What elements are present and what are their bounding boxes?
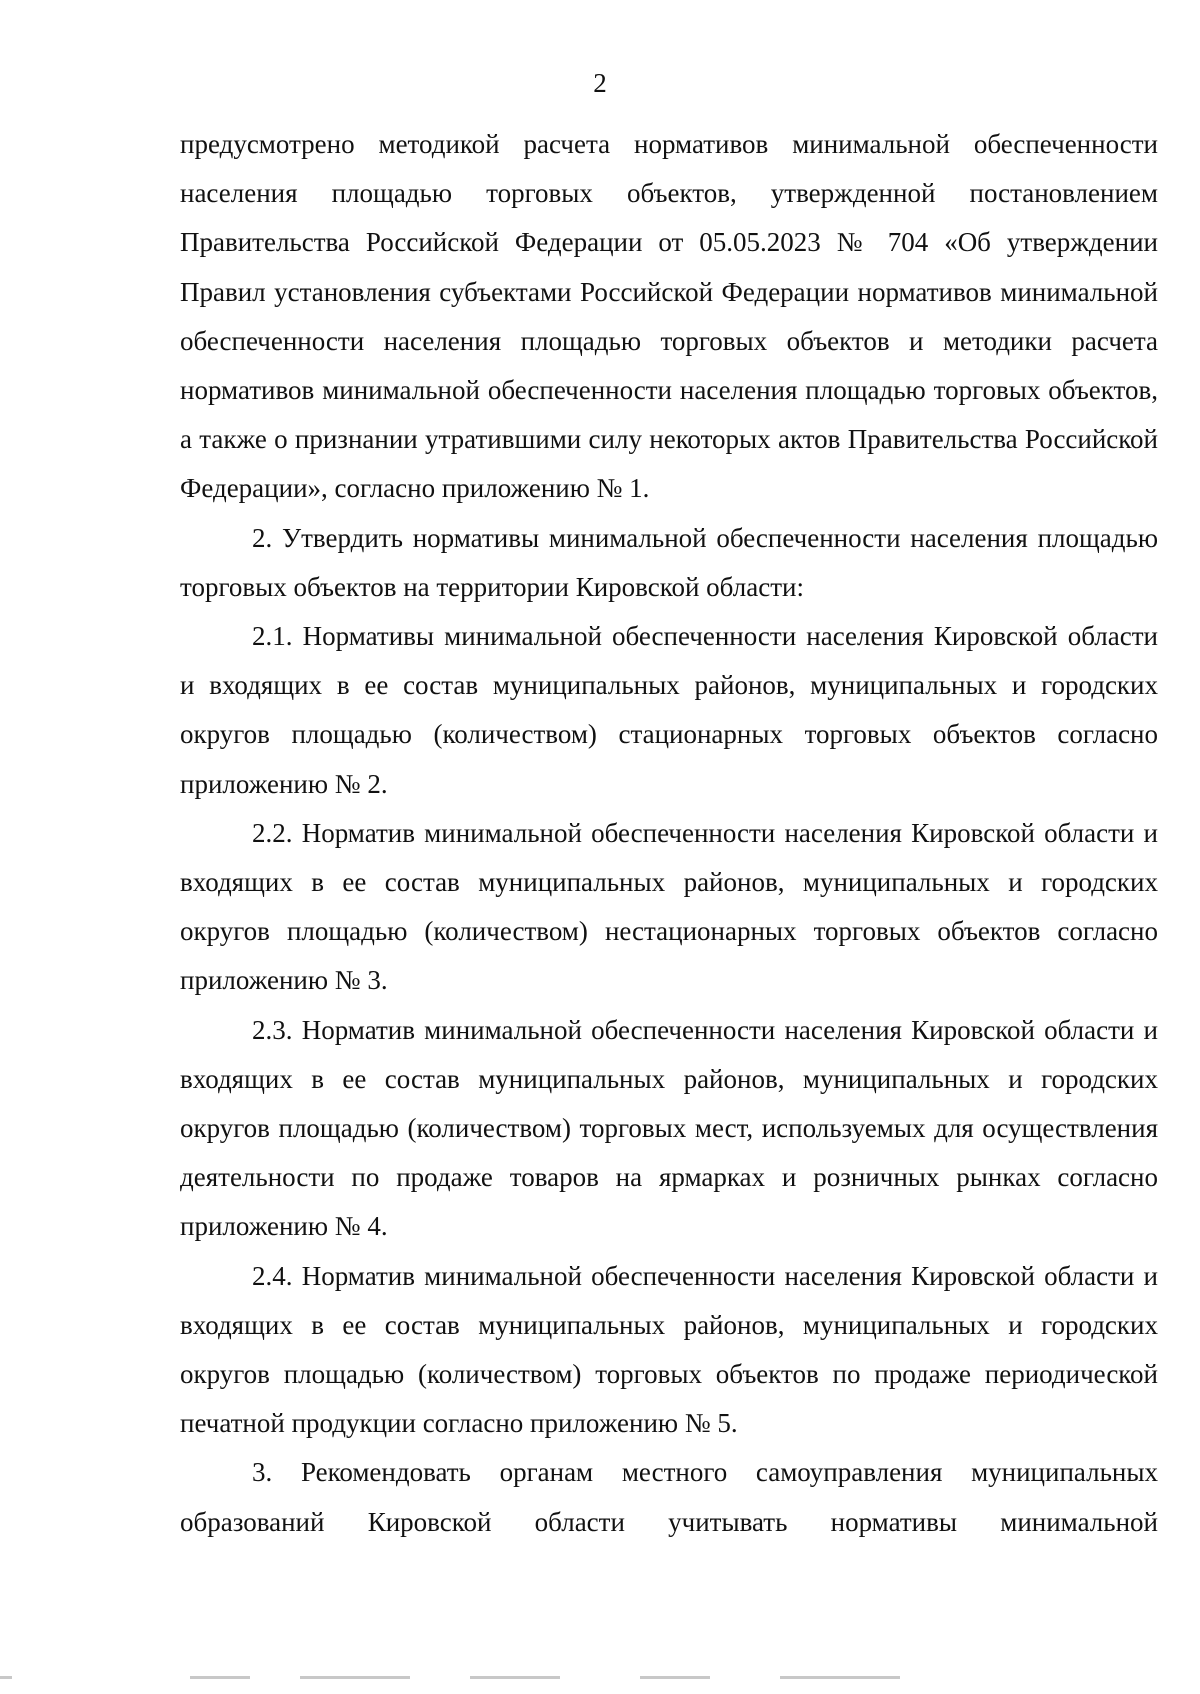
scan-edge-artifact	[0, 1672, 1200, 1694]
paragraph-item-2-3: 2.3. Норматив минимальной обеспеченности населения Кировской области и входящих в ее состав муниципальных районов, муниципальных и городских округов площадью (количеством) торговых мест, используемых для осуществления деятельности по продаже товаров на ярмарках и розничных рынках согласно приложению № 4.	[180, 1014, 1158, 1242]
paragraph-item-2-1: 2.1. Нормативы минимальной обеспеченности населения Кировской области и входящих в ее состав муниципальных районов, муниципальных и городских округов площадью (количеством) стационарных торговых объектов согласно приложению № 2.	[180, 621, 1158, 799]
paragraph-item-2-2: 2.2. Норматив минимальной обеспеченности населения Кировской области и входящих в ее состав муниципальных районов, муниципальных и городских округов площадью (количеством) нестационарных торговых объектов согласно приложению № 3.	[180, 817, 1158, 996]
paragraph-item-2-4: 2.4. Норматив минимальной обеспеченности населения Кировской области и входящих в ее состав муниципальных районов, муниципальных и городских округов площадью (количеством) торговых объектов по продаже периодической печатной продукции согласно приложению № 5.	[180, 1260, 1158, 1439]
paragraph-item-3: 3. Рекомендовать органам местного самоуправления муниципальных образований Кировской области учитывать нормативы минимальной	[180, 1457, 1158, 1537]
paragraph-item-2: 2. Утвердить нормативы минимальной обеспеченности населения площадью торговых объектов на территории Кировской области:	[180, 522, 1158, 602]
document-body	[180, 120, 1158, 1547]
paragraph-continuation: предусмотрено методикой расчета нормативов минимальной обеспеченности населения площадью торговых объектов, утвержденной постановлением Правительства Российской Федерации от 05.05.2023 № 704 «Об утверждении Правил установления субъектами Российской Федерации нормативов минимальной обеспеченности населения площадью торговых объектов и методики расчета нормативов минимальной обеспеченности населения площадью торговых объектов, а также о признании утратившими силу некоторых актов Правительства Российской Федерации», согласно приложению № 1.	[180, 129, 1158, 504]
page-number: 2	[593, 68, 607, 98]
